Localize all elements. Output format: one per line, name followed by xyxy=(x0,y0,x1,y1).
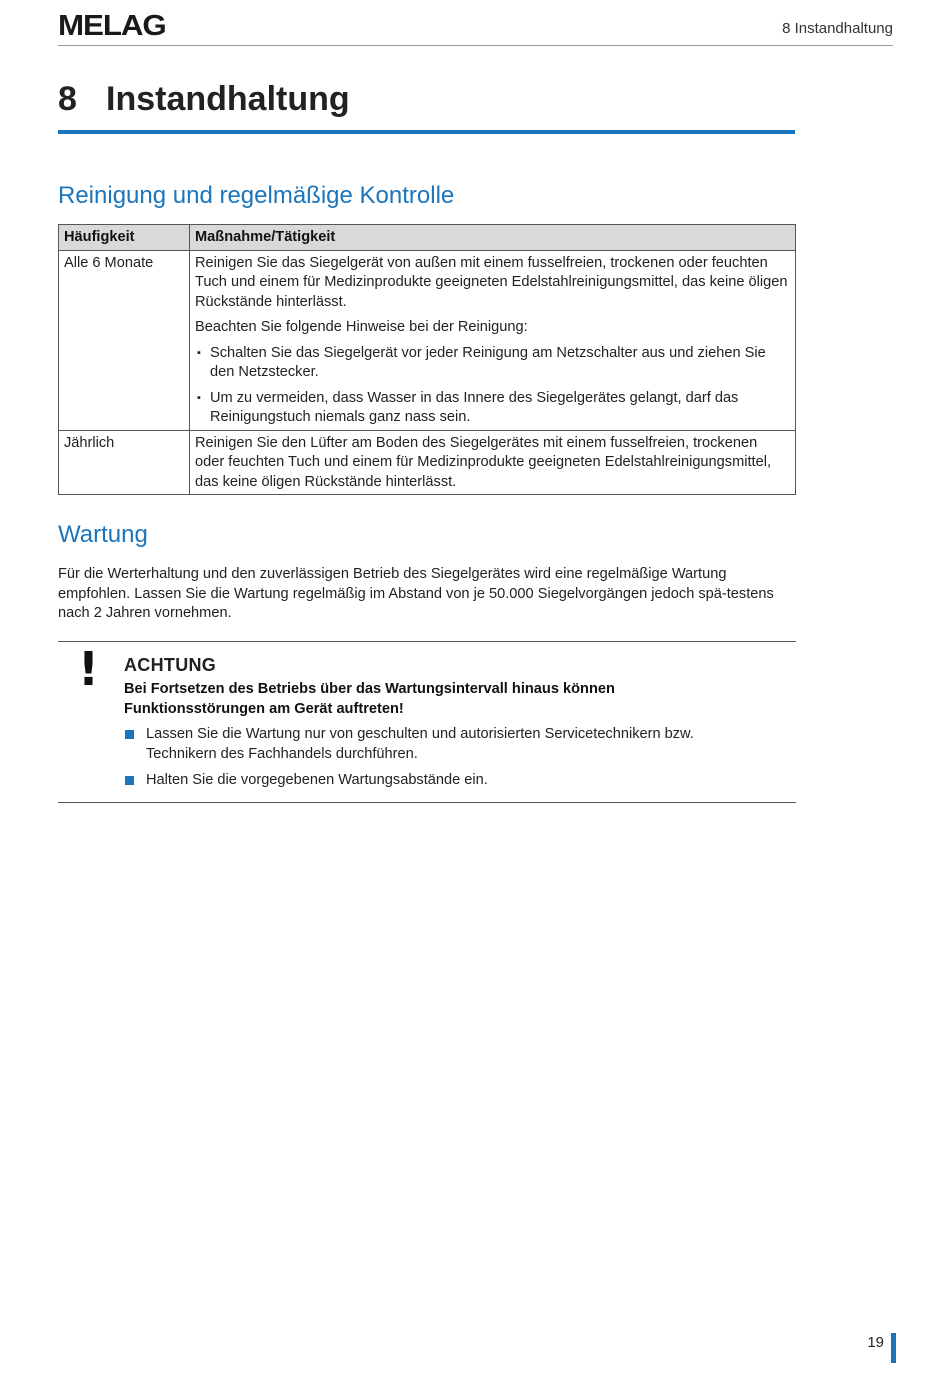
section-title-cleaning: Reinigung und regelmäßige Kontrolle xyxy=(58,182,455,209)
table-header-row xyxy=(59,225,796,251)
blue-square-bullet-icon xyxy=(125,776,134,785)
list-item xyxy=(124,771,764,791)
column-header-frequency: Häufigkeit xyxy=(59,225,190,251)
square-bullet-icon: ▪ xyxy=(197,346,201,359)
melag-logo: MELAG xyxy=(58,10,166,42)
chapter-title-text: Instandhaltung xyxy=(106,80,350,118)
section-title-maintenance: Wartung xyxy=(58,521,148,548)
action-bullet-list xyxy=(195,344,790,428)
page-number: 19 xyxy=(867,1334,884,1351)
frequency-cell: Jährlich xyxy=(59,430,190,495)
action-paragraph: Beachten Sie folgende Hinweise bei der Reinigung: xyxy=(195,319,528,335)
chapter-number: 8 xyxy=(58,80,77,118)
blue-square-bullet-icon xyxy=(125,730,134,739)
list-item-text: Um zu vermeiden, dass Wasser in das Innere des Siegelgerätes gelangt, darf das Reinigungstuch niemals ganz nass sein. xyxy=(210,389,739,425)
warning-title: ACHTUNG xyxy=(124,655,217,675)
running-header-title: 8 Instandhaltung xyxy=(782,20,893,37)
warning-top-divider xyxy=(58,641,796,642)
list-item xyxy=(195,389,790,428)
chapter-underline xyxy=(58,130,795,134)
list-item xyxy=(195,344,790,383)
warning-text: Bei Fortsetzen des Betriebs über das Wartungsintervall hinaus können Funktionsstörungen am Gerät auftreten! xyxy=(124,681,615,717)
table-row xyxy=(59,430,796,495)
maintenance-table xyxy=(58,224,796,495)
chapter-title xyxy=(58,80,350,119)
list-item xyxy=(124,725,764,764)
column-header-action: Maßnahme/Tätigkeit xyxy=(190,225,796,251)
frequency-cell: Alle 6 Monate xyxy=(59,250,190,430)
square-bullet-icon: ▪ xyxy=(197,391,201,404)
maintenance-intro-text: Für die Werterhaltung und den zuverlässigen Betrieb des Siegelgerätes wird eine regelmäßige Wartung empfohlen. Lassen Sie die Wartung regelmäßig im Abstand von je 50.000 Siegelvorgängen jedoch spä-testens nach 2 Jahren vornehmen. xyxy=(58,566,774,621)
list-item-text: Schalten Sie das Siegelgerät vor jeder Reinigung am Netzschalter aus und ziehen Sie den Netzstecker. xyxy=(210,344,766,380)
header-divider xyxy=(58,45,893,46)
exclamation-icon: ! xyxy=(78,642,99,696)
page-number-marker xyxy=(891,1333,896,1363)
action-paragraph: Reinigen Sie das Siegelgerät von außen mit einem fusselfreien, trockenen oder feuchten Tuch und einem für Medizinprodukte geeigneten Edelstahlreinigungsmittel, das keine öligen Rückstände hinterlässt. xyxy=(195,254,788,310)
list-item-text: Halten Sie die vorgegebenen Wartungsabstände ein. xyxy=(146,772,488,788)
warning-list xyxy=(124,725,764,798)
list-item-text: Lassen Sie die Wartung nur von geschulten und autorisierten Servicetechnikern bzw. Technikern des Fachhandels durchführen. xyxy=(146,726,694,762)
action-cell xyxy=(190,430,796,495)
table-row xyxy=(59,250,796,430)
action-paragraph: Reinigen Sie den Lüfter am Boden des Siegelgerätes mit einem fusselfreien, trockenen oder feuchten Tuch und einem für Medizinprodukte geeigneten Edelstahlreinigungsmittel, das keine öligen Rückstände hinterlässt. xyxy=(195,434,772,490)
action-cell xyxy=(190,250,796,430)
warning-bottom-divider xyxy=(58,802,796,803)
